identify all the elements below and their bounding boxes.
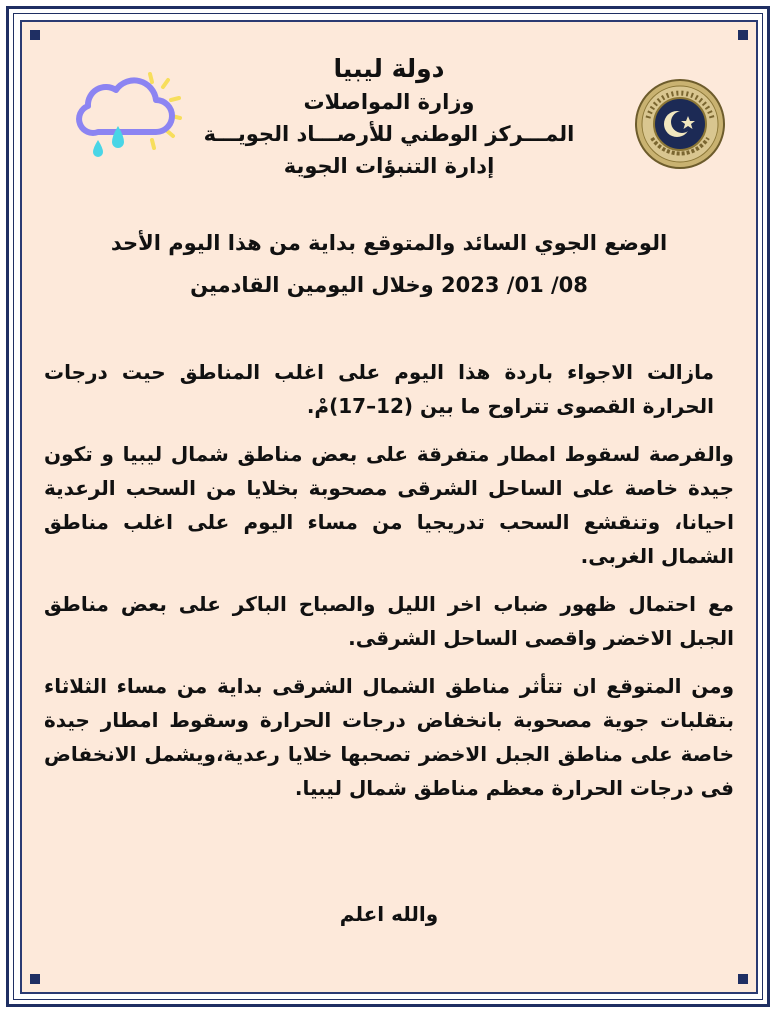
center-name: المـــركز الوطني للأرصـــاد الجويـــة	[203, 122, 575, 146]
bulletin-header	[22, 52, 756, 182]
country-name: دولة ليبيا	[333, 54, 445, 83]
corner-ornament	[30, 30, 40, 40]
corner-ornament	[30, 974, 40, 984]
title-line-2: 08/ 01/ 2023 وخلال اليومين القادمين	[190, 273, 588, 297]
department-name: إدارة التنبؤات الجوية	[283, 154, 495, 178]
paragraph: ومن المتوقع ان تتأثر مناطق الشمال الشرقى بداية من مساء الثلاثاء بتقلبات جوية مصحوبة بانخفاض درجات الحرارة وسقوط امطار جيدة خاصة على مناطق الجبل الاخضر تصحبها خلايا رعدية،ويشمل الانخفاض فى درجات الحرارة معظم مناطق شمال ليبيا.	[44, 674, 734, 800]
paragraph: مازالت الاجواء باردة هذا اليوم على اغلب المناطق حيت درجات الحرارة القصوى تتراوح ما بين (12–17)مْ.	[44, 360, 714, 418]
bulletin-body	[44, 355, 734, 819]
bulletin-title	[62, 222, 716, 306]
bulletin-page	[22, 22, 756, 992]
closing-phrase: والله اعلم	[339, 902, 439, 926]
title-line-1: الوضع الجوي السائد والمتوقع بداية من هذا اليوم الأحد	[110, 231, 668, 255]
corner-ornament	[738, 30, 748, 40]
paragraph: والفرصة لسقوط امطار متفرقة على بعض مناطق شمال ليبيا و تكون جيدة خاصة على الساحل الشرقى مصحوبة بخلايا من السحب الرعدية احيانا، وتنقشع السحب تدريجيا من مساء اليوم على اغلب مناطق الشمال الغربى.	[44, 442, 734, 568]
ministry-name: وزارة المواصلات	[303, 90, 475, 114]
paragraph: مع احتمال ظهور ضباب اخر الليل والصباح الباكر على بعض مناطق الجبل الاخضر واقصى الساحل الشرقى.	[44, 592, 734, 650]
corner-ornament	[738, 974, 748, 984]
